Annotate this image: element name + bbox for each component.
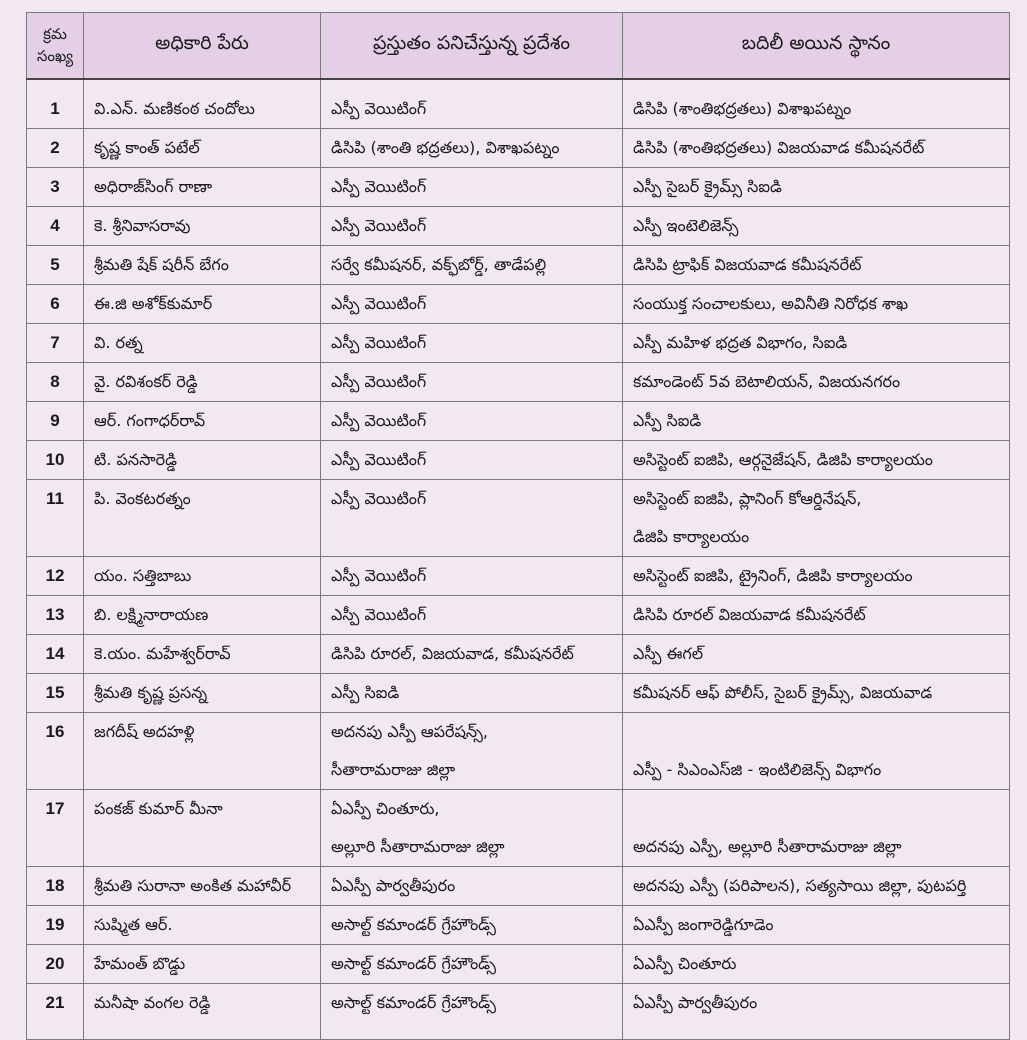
new-posting-cell: ఎస్పీ సిఐడి	[623, 401, 1010, 440]
officer-cell: శ్రీమతి సురానా అంకిత మహావీర్	[84, 866, 321, 905]
table-row	[27, 556, 1010, 595]
officer-cell: బి. లక్ష్మినారాయణ	[84, 595, 321, 634]
serial-cell: 4	[27, 206, 84, 245]
serial-cell: 10	[27, 440, 84, 479]
column-header-transferred-to: బదిలీ అయిన స్థానం	[623, 13, 1010, 79]
serial-cell: 14	[27, 634, 84, 673]
column-header-officer: అధికారి పేరు	[84, 13, 321, 79]
serial-cell: 20	[27, 944, 84, 983]
table-row	[27, 944, 1010, 983]
new-posting-cell: డిసిపి ట్రాఫిక్ విజయవాడ కమీషనరేట్	[623, 245, 1010, 284]
officer-cell: ఈ.జి అశోక్‌కుమార్	[84, 284, 321, 323]
new-posting-cell: డిసిపి రూరల్ విజయవాడ కమీషనరేట్	[623, 595, 1010, 634]
officer-cell: యం. సత్తిబాబు	[84, 556, 321, 595]
serial-cell: 21	[27, 983, 84, 1039]
current-posting-cell: ఎస్పీ వెయిటింగ్	[321, 167, 623, 206]
officer-cell: కె. శ్రీనివాసరావు	[84, 206, 321, 245]
new-posting-cell: ఎస్పీ ఈగల్	[623, 634, 1010, 673]
new-posting-cell: ఏఎస్పీ జంగారెడ్డిగూడెం	[623, 905, 1010, 944]
serial-cell: 5	[27, 245, 84, 284]
officer-cell: వి. రత్న	[84, 323, 321, 362]
table-row	[27, 634, 1010, 673]
table-row	[27, 789, 1010, 866]
table-row	[27, 866, 1010, 905]
current-posting-cell: ఎస్పీ వెయిటింగ్	[321, 206, 623, 245]
current-posting-line: సీతారామరాజు జిల్లా	[331, 759, 456, 779]
serial-cell: 8	[27, 362, 84, 401]
table-row	[27, 440, 1010, 479]
current-posting-cell: అసాల్ట్ కమాండర్ గ్రేహౌండ్స్	[321, 983, 623, 1039]
current-posting-cell: డిసిపి రూరల్, విజయవాడ, కమీషనరేట్	[321, 634, 623, 673]
serial-cell: 13	[27, 595, 84, 634]
new-posting-cell: అదనపు ఎస్పీ, అల్లూరి సీతారామరాజు జిల్లా	[623, 789, 1010, 866]
serial-cell: 9	[27, 401, 84, 440]
new-posting-cell: డిసిపి (శాంతిభద్రతలు) విజయవాడ కమీషనరేట్	[623, 128, 1010, 167]
new-posting-cell: ఎస్పీ ఇంటెలిజెన్స్	[623, 206, 1010, 245]
serial-cell: 19	[27, 905, 84, 944]
new-posting-cell: డిసిపి (శాంతిభద్రతలు) విశాఖపట్నం	[623, 79, 1010, 129]
officer-cell: కె.యం. మహేశ్వర్‌రావ్	[84, 634, 321, 673]
officer-cell: పి. వెంకటరత్నం	[84, 479, 321, 556]
table-row	[27, 128, 1010, 167]
new-posting-cell: అసిస్టెంట్ ఐజిపి, ఆర్గనైజేషన్, డిజిపి కార్యాలయం	[623, 440, 1010, 479]
current-posting-cell: డిసిపి (శాంతి భద్రతలు), విశాఖపట్నం	[321, 128, 623, 167]
current-posting-cell: అసాల్ట్ కమాండర్ గ్రేహౌండ్స్	[321, 905, 623, 944]
current-posting-cell: ఎస్పీ వెయిటింగ్	[321, 284, 623, 323]
transfer-table	[26, 12, 1010, 1040]
table-row	[27, 245, 1010, 284]
officer-cell: మనీషా వంగల రెడ్డి	[84, 983, 321, 1039]
column-header-current-posting: ప్రస్తుతం పనిచేస్తున్న ప్రదేశం	[321, 13, 623, 79]
serial-cell: 12	[27, 556, 84, 595]
table-header-row	[27, 13, 1010, 79]
current-posting-cell: ఎస్పీ వెయిటింగ్	[321, 556, 623, 595]
table-row	[27, 167, 1010, 206]
new-posting-cell: కమాండెంట్ 5వ బెటాలియన్, విజయనగరం	[623, 362, 1010, 401]
current-posting-line: ఏఎస్పీ చింతూరు,	[331, 798, 440, 818]
officer-cell: సుష్మిత ఆర్.	[84, 905, 321, 944]
serial-cell: 11	[27, 479, 84, 556]
serial-cell: 17	[27, 789, 84, 866]
serial-cell: 2	[27, 128, 84, 167]
new-posting-cell: కమీషనర్ ఆఫ్ పోలీస్, సైబర్ క్రైమ్స్, విజయవాడ	[623, 673, 1010, 712]
current-posting-cell: ఎస్పీ సిఐడి	[321, 673, 623, 712]
current-posting-cell: సర్వే కమీషనర్, వక్ఫ్‌బోర్డ్, తాడేపల్లి	[321, 245, 623, 284]
officer-cell: టి. పనసారెడ్డి	[84, 440, 321, 479]
current-posting-cell: అసాల్ట్ కమాండర్ గ్రేహౌండ్స్	[321, 944, 623, 983]
serial-cell: 6	[27, 284, 84, 323]
current-posting-cell: ఏఎస్పీ పార్వతీపురం	[321, 866, 623, 905]
serial-cell: 1	[27, 79, 84, 129]
table-row	[27, 401, 1010, 440]
new-posting-cell: ఏఎస్పీ పార్వతీపురం	[623, 983, 1010, 1039]
current-posting-cell: ఎస్పీ వెయిటింగ్	[321, 323, 623, 362]
current-posting-cell: ఎస్పీ వెయిటింగ్	[321, 595, 623, 634]
current-posting-cell: ఎస్పీ వెయిటింగ్	[321, 362, 623, 401]
current-posting-cell: ఎస్పీ వెయిటింగ్	[321, 479, 623, 556]
column-header-serial: క్రమ సంఖ్య	[27, 13, 84, 79]
officer-cell: కృష్ణ కాంత్ పటేల్	[84, 128, 321, 167]
officer-cell: శ్రీమతి షేక్ షరీన్ బేగం	[84, 245, 321, 284]
table-row	[27, 284, 1010, 323]
new-posting-cell: అదనపు ఎస్పీ (పరిపాలన), సత్యసాయి జిల్లా, పుటపర్తి	[623, 866, 1010, 905]
table-row	[27, 983, 1010, 1039]
table-row	[27, 206, 1010, 245]
serial-cell: 7	[27, 323, 84, 362]
new-posting-cell: అసిస్టెంట్ ఐజిపి, ట్రైనింగ్, డిజిపి కార్యాలయం	[623, 556, 1010, 595]
new-posting-cell: ఎస్పీ మహిళ భద్రత విభాగం, సిఐడి	[623, 323, 1010, 362]
new-posting-cell: సంయుక్త సంచాలకులు, అవినీతి నిరోధక శాఖ	[623, 284, 1010, 323]
current-posting-cell: ఎస్పీ వెయిటింగ్	[321, 79, 623, 129]
serial-cell: 18	[27, 866, 84, 905]
current-posting-cell	[321, 789, 623, 866]
officer-cell: అధిరాజ్‌సింగ్ రాణా	[84, 167, 321, 206]
table-row	[27, 905, 1010, 944]
officer-cell: పంకజ్ కుమార్ మీనా	[84, 789, 321, 866]
table-row	[27, 362, 1010, 401]
new-posting-line: అసిస్టెంట్ ఐజిపి, ప్లానింగ్ కోఆర్డినేషన్,	[633, 488, 862, 508]
table-row	[27, 479, 1010, 556]
current-posting-cell	[321, 712, 623, 789]
table-row	[27, 595, 1010, 634]
current-posting-line: అల్లూరి సీతారామరాజు జిల్లా	[331, 836, 505, 856]
current-posting-cell: ఎస్పీ వెయిటింగ్	[321, 401, 623, 440]
new-posting-line: డిజిపి కార్యాలయం	[633, 526, 750, 546]
new-posting-cell: ఏఎస్పీ చింతూరు	[623, 944, 1010, 983]
serial-cell: 3	[27, 167, 84, 206]
officer-cell: వి.ఎన్. మణికంఠ చందోలు	[84, 79, 321, 129]
serial-cell: 16	[27, 712, 84, 789]
current-posting-line: అదనపు ఎస్పీ ఆపరేషన్స్,	[331, 721, 488, 741]
officer-cell: శ్రీమతి కృష్ణ ప్రసన్న	[84, 673, 321, 712]
serial-cell: 15	[27, 673, 84, 712]
officer-cell: హేమంత్ బొడ్డు	[84, 944, 321, 983]
officer-cell: వై. రవిశంకర్ రెడ్డి	[84, 362, 321, 401]
table-row	[27, 323, 1010, 362]
table-row	[27, 712, 1010, 789]
new-posting-cell: ఎస్పీ సైబర్ క్రైమ్స్ సిఐడి	[623, 167, 1010, 206]
new-posting-cell	[623, 479, 1010, 556]
table-row	[27, 673, 1010, 712]
table-row	[27, 79, 1010, 129]
officer-cell: ఆర్. గంగాధర్‌రావ్	[84, 401, 321, 440]
current-posting-cell: ఎస్పీ వెయిటింగ్	[321, 440, 623, 479]
new-posting-cell: ఎస్పీ - సిఎంఎస్‌జి - ఇంటిలిజెన్స్ విభాగం	[623, 712, 1010, 789]
officer-cell: జగదీష్ అదహళ్లి	[84, 712, 321, 789]
